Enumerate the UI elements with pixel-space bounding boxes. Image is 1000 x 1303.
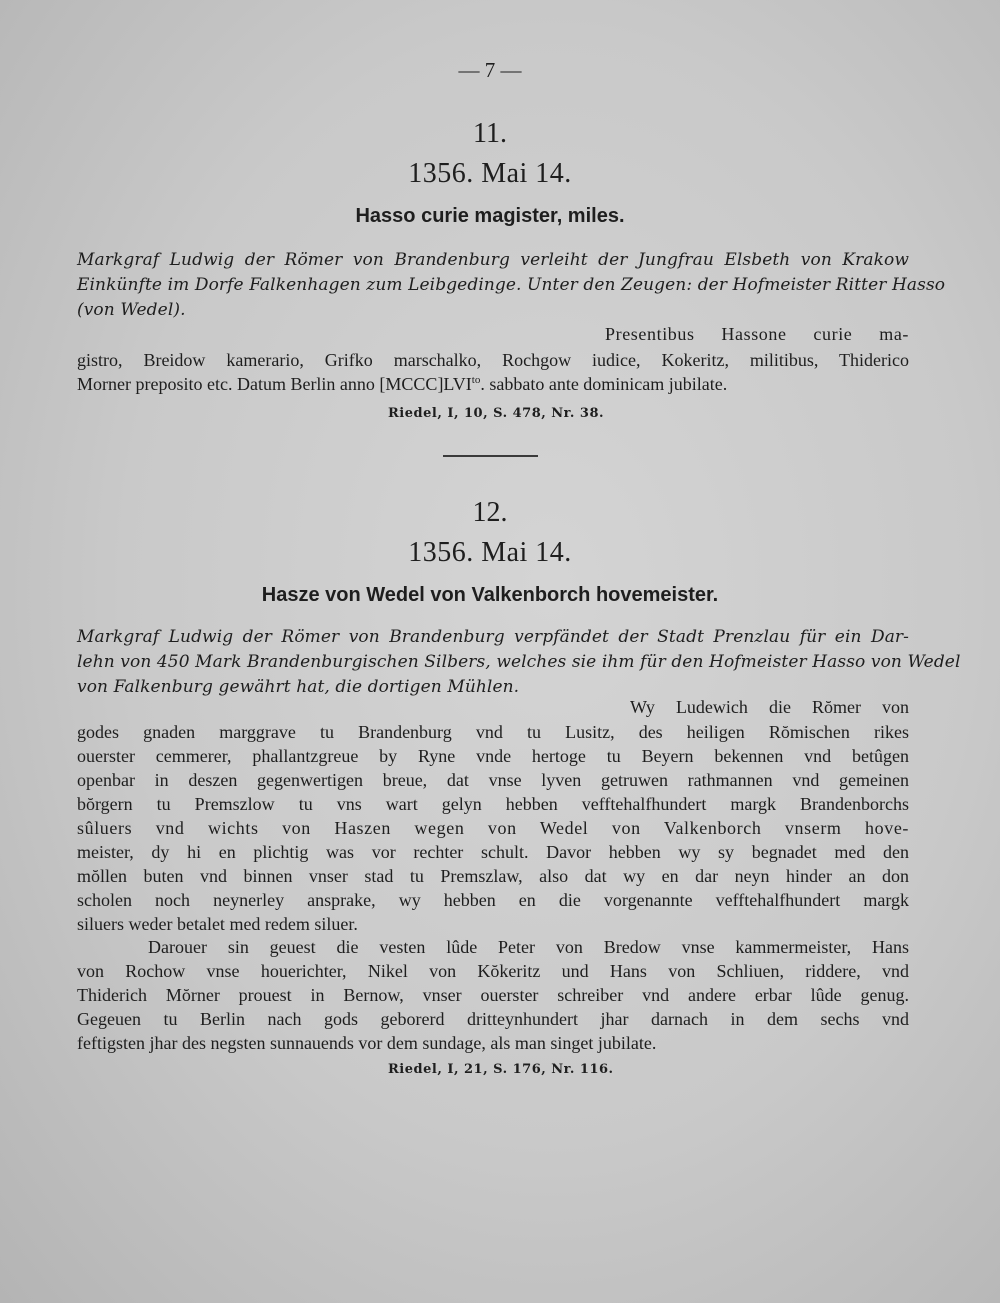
doc12-text-line: von Rochow vnse houerichter, Nikel von Kŏkeritz und Hans von Schliuen, riddere, vnd xyxy=(77,961,909,981)
doc12-text-line: openbar in deszen gegenwertigen breue, dat vnse lyven getruwen rathmannen vnd gemeinen xyxy=(77,770,909,790)
doc11-date: 1356. Mai 14. xyxy=(408,158,572,189)
doc11-number: 11. xyxy=(473,118,507,149)
doc11-text-line: gistro, Breidow kamerario, Grifko marschalko, Rochgow iudice, Kokeritz, militibus, Thiderico xyxy=(77,350,909,370)
doc12-summary-line: Markgraf Ludwig der Römer von Brandenburg verpfändet der Stadt Prenzlau für ein Dar- xyxy=(77,627,909,647)
doc12-summary-line: von Falkenburg gewährt hat, die dortigen Mühlen. xyxy=(77,677,520,697)
doc11-summary-line: Markgraf Ludwig der Römer von Brandenburg verleiht der Jungfrau Elsbeth von Krakow xyxy=(77,250,909,270)
doc11-source: Riedel, I, 10, S. 478, Nr. 38. xyxy=(388,406,605,421)
doc12-text-line: ouerster cemmerer, phallantzgreue by Ryne vnde hertoge tu Beyern bekennen vnd betûgen xyxy=(77,746,909,766)
doc12-text-line: bŏrgern tu Premszlow tu vns wart gelyn hebben vefftehalfhundert margk Brandenborchs xyxy=(77,794,909,814)
doc12-text-line: Darouer sin geuest die vesten lûde Peter von Bredow vnse kammermeister, Hans xyxy=(148,937,909,957)
doc12-text-line: Wy Ludewich die Rŏmer von xyxy=(630,697,909,717)
doc12-number: 12. xyxy=(472,497,508,528)
doc12-text-line: godes gnaden marggrave tu Brandenburg vnd tu Lusitz, des heiligen Rŏmischen rikes xyxy=(77,722,909,742)
doc11-text-line xyxy=(77,374,727,395)
doc12-date: 1356. Mai 14. xyxy=(408,537,572,568)
doc11-text-part: Morner preposito etc. Datum Berlin anno [MCCC]LVI xyxy=(77,374,472,394)
doc12-title: Hasze von Wedel von Valkenborch hovemeister. xyxy=(261,584,719,606)
doc11-title: Hasso curie magister, miles. xyxy=(355,205,625,227)
doc11-text-part: . sabbato ante dominicam jubilate. xyxy=(480,374,728,394)
doc12-source: Riedel, I, 21, S. 176, Nr. 116. xyxy=(388,1062,614,1077)
page-number: — 7 — xyxy=(458,58,522,82)
doc12-text-line: mŏllen buten vnd binnen vnser stad tu Premszlaw, also dat wy en dar neyn hinder an don xyxy=(77,866,909,886)
doc12-text-line: sûluers vnd wichts von Haszen wegen von Wedel von Valkenborch vnserm hove- xyxy=(77,818,909,838)
section-divider xyxy=(443,455,538,457)
doc11-summary-line: (von Wedel). xyxy=(77,300,186,320)
doc12-text-line: siluers weder betalet med redem siluer. xyxy=(77,914,358,934)
doc11-summary-line: Einkünfte im Dorfe Falkenhagen zum Leibgedinge. Unter den Zeugen: der Hofmeister Ritter Hasso xyxy=(77,275,946,295)
doc12-text-line: Gegeuen tu Berlin nach gods geborerd dritteynhundert jhar darnach in dem sechs vnd xyxy=(77,1009,909,1029)
doc12-text-line: feftigsten jhar des negsten sunnauends vor dem sundage, als man singet jubilate. xyxy=(77,1033,657,1053)
doc11-text-superscript: to xyxy=(471,374,481,386)
doc11-text-line: Presentibus Hassone curie ma- xyxy=(605,324,909,344)
doc12-text-line: Thiderich Mŏrner prouest in Bernow, vnser ouerster schreiber vnd andere erbar lûde genug. xyxy=(77,985,909,1005)
doc12-summary-line: lehn von 450 Mark Brandenburgischen Silbers, welches sie ihm für den Hofmeister Hasso von Wedel xyxy=(77,652,961,672)
doc12-text-line: meister, dy hi en plichtig was vor rechter schult. Davor hebben wy sy begnadet med den xyxy=(77,842,909,862)
doc12-text-line: scholen noch neynerley ansprake, wy hebben en die vorgenannte vefftehalfhundert margk xyxy=(77,890,909,910)
